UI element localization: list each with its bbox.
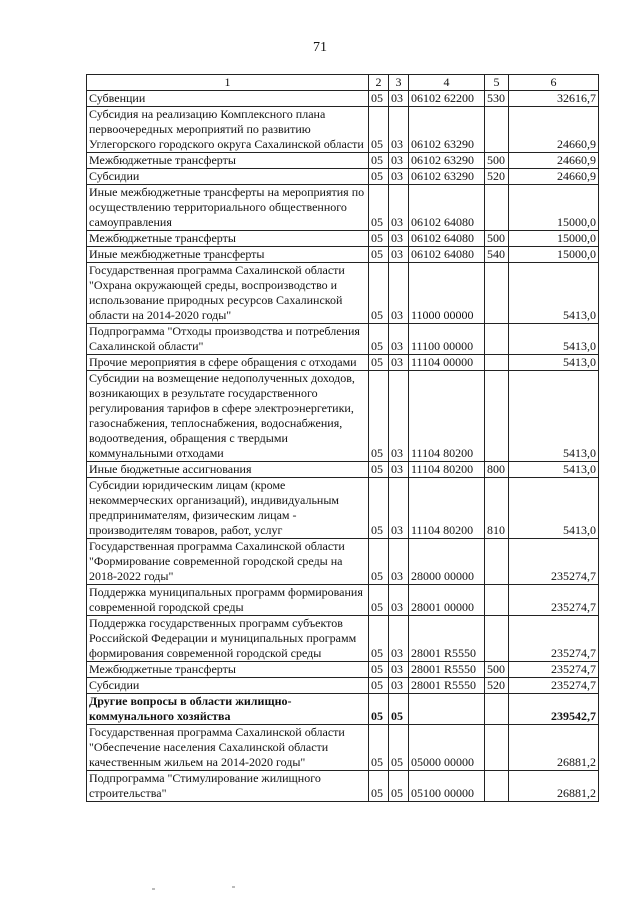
row-amount: 5413,0	[509, 324, 599, 355]
row-target-article: 11100 00000	[409, 324, 485, 355]
row-target-article: 11104 00000	[409, 355, 485, 371]
row-expense-type	[485, 585, 509, 616]
row-target-article: 06102 63290	[409, 169, 485, 185]
row-amount: 26881,2	[509, 725, 599, 771]
row-expense-type: 500	[485, 231, 509, 247]
row-section: 05	[369, 585, 389, 616]
table-row	[87, 462, 599, 478]
row-amount: 15000,0	[509, 247, 599, 263]
table-row	[87, 91, 599, 107]
row-expense-type: 810	[485, 478, 509, 539]
row-expense-type	[485, 371, 509, 462]
row-expense-type	[485, 185, 509, 231]
row-section: 05	[369, 153, 389, 169]
row-section: 05	[369, 324, 389, 355]
row-name: Подпрограмма "Стимулирование жилищного строительства"	[87, 771, 369, 802]
row-expense-type: 800	[485, 462, 509, 478]
row-subsection: 03	[389, 616, 409, 662]
row-amount: 235274,7	[509, 539, 599, 585]
row-amount: 5413,0	[509, 478, 599, 539]
table-body	[87, 91, 599, 802]
row-name: Субсидии на возмещение недополученных доходов, возникающих в результате государственного регулирования тарифов в сфере электроэнергетики, газоснабжения, теплоснабжения, водоснабжения, водоотведения, обращения с твердыми коммунальными отходами	[87, 371, 369, 462]
row-amount: 24660,9	[509, 107, 599, 153]
table-row	[87, 263, 599, 324]
row-name: Государственная программа Сахалинской области "Формирование современной городской среды на 2018-2022 годы"	[87, 539, 369, 585]
row-amount: 239542,7	[509, 694, 599, 725]
row-section: 05	[369, 185, 389, 231]
row-target-article: 06102 64080	[409, 247, 485, 263]
row-target-article: 06102 63290	[409, 153, 485, 169]
row-subsection: 03	[389, 107, 409, 153]
row-name: Субсидии юридическим лицам (кроме некоммерческих организаций), индивидуальным предпринимателям, физическим лицам - производителям товаров, работ, услуг	[87, 478, 369, 539]
row-expense-type	[485, 725, 509, 771]
row-name: Межбюджетные трансферты	[87, 153, 369, 169]
row-section: 05	[369, 355, 389, 371]
row-subsection: 03	[389, 263, 409, 324]
table-row	[87, 585, 599, 616]
table-row	[87, 153, 599, 169]
row-name: Другие вопросы в области жилищно-коммунального хозяйства	[87, 694, 369, 725]
table-row	[87, 694, 599, 725]
table-row	[87, 725, 599, 771]
row-section: 05	[369, 91, 389, 107]
table-row	[87, 247, 599, 263]
row-amount: 235274,7	[509, 585, 599, 616]
row-amount: 5413,0	[509, 371, 599, 462]
table-row	[87, 231, 599, 247]
row-subsection: 03	[389, 478, 409, 539]
row-name: Государственная программа Сахалинской области "Охрана окружающей среды, воспроизводство и использование природных ресурсов Сахалинской области на 2014-2020 годы"	[87, 263, 369, 324]
row-target-article: 11104 80200	[409, 371, 485, 462]
row-subsection: 03	[389, 231, 409, 247]
row-name: Иные бюджетные ассигнования	[87, 462, 369, 478]
table-row	[87, 107, 599, 153]
row-expense-type	[485, 355, 509, 371]
row-subsection: 03	[389, 91, 409, 107]
row-subsection: 03	[389, 662, 409, 678]
row-amount: 24660,9	[509, 169, 599, 185]
row-name: Субсидии	[87, 678, 369, 694]
row-amount: 15000,0	[509, 185, 599, 231]
row-amount: 5413,0	[509, 462, 599, 478]
row-target-article: 06102 63290	[409, 107, 485, 153]
header-col-3: 3	[389, 75, 409, 91]
row-section: 05	[369, 771, 389, 802]
row-expense-type: 500	[485, 153, 509, 169]
row-subsection: 03	[389, 678, 409, 694]
row-section: 05	[369, 107, 389, 153]
row-name: Субсидия на реализацию Комплексного плана первоочередных мероприятий по развитию Углегорского городского округа Сахалинской области	[87, 107, 369, 153]
table-row	[87, 616, 599, 662]
row-amount: 235274,7	[509, 616, 599, 662]
row-subsection: 03	[389, 585, 409, 616]
row-expense-type	[485, 771, 509, 802]
header-col-6: 6	[509, 75, 599, 91]
row-expense-type: 530	[485, 91, 509, 107]
row-name: Прочие мероприятия в сфере обращения с отходами	[87, 355, 369, 371]
header-col-2: 2	[369, 75, 389, 91]
row-target-article: 28001 R5550	[409, 678, 485, 694]
row-section: 05	[369, 263, 389, 324]
row-subsection: 03	[389, 169, 409, 185]
row-subsection: 03	[389, 539, 409, 585]
page-number: 71	[313, 40, 327, 55]
row-subsection: 05	[389, 725, 409, 771]
row-expense-type	[485, 694, 509, 725]
row-section: 05	[369, 478, 389, 539]
row-expense-type: 540	[485, 247, 509, 263]
table-row	[87, 539, 599, 585]
budget-table	[86, 74, 599, 802]
row-subsection: 03	[389, 324, 409, 355]
row-expense-type: 520	[485, 169, 509, 185]
row-expense-type	[485, 263, 509, 324]
row-amount: 24660,9	[509, 153, 599, 169]
row-target-article: 28000 00000	[409, 539, 485, 585]
row-section: 05	[369, 231, 389, 247]
row-section: 05	[369, 662, 389, 678]
row-subsection: 05	[389, 694, 409, 725]
row-name: Государственная программа Сахалинской области "Обеспечение населения Сахалинской области качественным жильем на 2014-2020 годы"	[87, 725, 369, 771]
row-amount: 235274,7	[509, 662, 599, 678]
row-subsection: 03	[389, 371, 409, 462]
row-target-article: 28001 R5550	[409, 616, 485, 662]
row-name: Межбюджетные трансферты	[87, 231, 369, 247]
row-name: Поддержка государственных программ субъектов Российской Федерации и муниципальных программ формирования современной городской среды	[87, 616, 369, 662]
row-subsection: 03	[389, 247, 409, 263]
row-target-article: 11000 00000	[409, 263, 485, 324]
row-amount: 5413,0	[509, 355, 599, 371]
table-row	[87, 324, 599, 355]
row-name: Поддержка муниципальных программ формирования современной городской среды	[87, 585, 369, 616]
row-section: 05	[369, 678, 389, 694]
table-row	[87, 478, 599, 539]
row-section: 05	[369, 694, 389, 725]
table-row	[87, 185, 599, 231]
header-col-1: 1	[87, 75, 369, 91]
row-target-article: 28001 R5550	[409, 662, 485, 678]
row-subsection: 03	[389, 153, 409, 169]
row-expense-type	[485, 616, 509, 662]
row-target-article: 28001 00000	[409, 585, 485, 616]
row-name: Иные межбюджетные трансферты	[87, 247, 369, 263]
row-target-article: 05000 00000	[409, 725, 485, 771]
table-row	[87, 771, 599, 802]
row-section: 05	[369, 462, 389, 478]
row-expense-type	[485, 324, 509, 355]
header-row	[87, 75, 599, 91]
table-row	[87, 169, 599, 185]
table-row	[87, 678, 599, 694]
scan-artifact	[232, 886, 235, 888]
row-section: 05	[369, 539, 389, 585]
header-col-4: 4	[409, 75, 485, 91]
row-name: Подпрограмма "Отходы производства и потребления Сахалинской области"	[87, 324, 369, 355]
row-amount: 32616,7	[509, 91, 599, 107]
row-subsection: 03	[389, 355, 409, 371]
row-target-article: 05100 00000	[409, 771, 485, 802]
row-section: 05	[369, 725, 389, 771]
row-amount: 235274,7	[509, 678, 599, 694]
row-subsection: 05	[389, 771, 409, 802]
header-col-5: 5	[485, 75, 509, 91]
row-expense-type: 520	[485, 678, 509, 694]
row-subsection: 03	[389, 185, 409, 231]
row-name: Межбюджетные трансферты	[87, 662, 369, 678]
row-expense-type: 500	[485, 662, 509, 678]
table-row	[87, 355, 599, 371]
row-target-article: 11104 80200	[409, 478, 485, 539]
row-target-article: 11104 80200	[409, 462, 485, 478]
row-section: 05	[369, 247, 389, 263]
table-row	[87, 371, 599, 462]
row-section: 05	[369, 616, 389, 662]
row-amount: 5413,0	[509, 263, 599, 324]
row-expense-type	[485, 539, 509, 585]
row-target-article: 06102 64080	[409, 185, 485, 231]
row-amount: 15000,0	[509, 231, 599, 247]
table-row	[87, 662, 599, 678]
row-amount: 26881,2	[509, 771, 599, 802]
row-name: Иные межбюджетные трансферты на мероприятия по осуществлению территориального общественного самоуправления	[87, 185, 369, 231]
row-expense-type	[485, 107, 509, 153]
row-target-article: 06102 64080	[409, 231, 485, 247]
row-name: Субсидии	[87, 169, 369, 185]
row-section: 05	[369, 169, 389, 185]
row-name: Субвенции	[87, 91, 369, 107]
row-subsection: 03	[389, 462, 409, 478]
scan-artifact	[152, 888, 155, 890]
row-section: 05	[369, 371, 389, 462]
row-target-article: 06102 62200	[409, 91, 485, 107]
row-target-article	[409, 694, 485, 725]
